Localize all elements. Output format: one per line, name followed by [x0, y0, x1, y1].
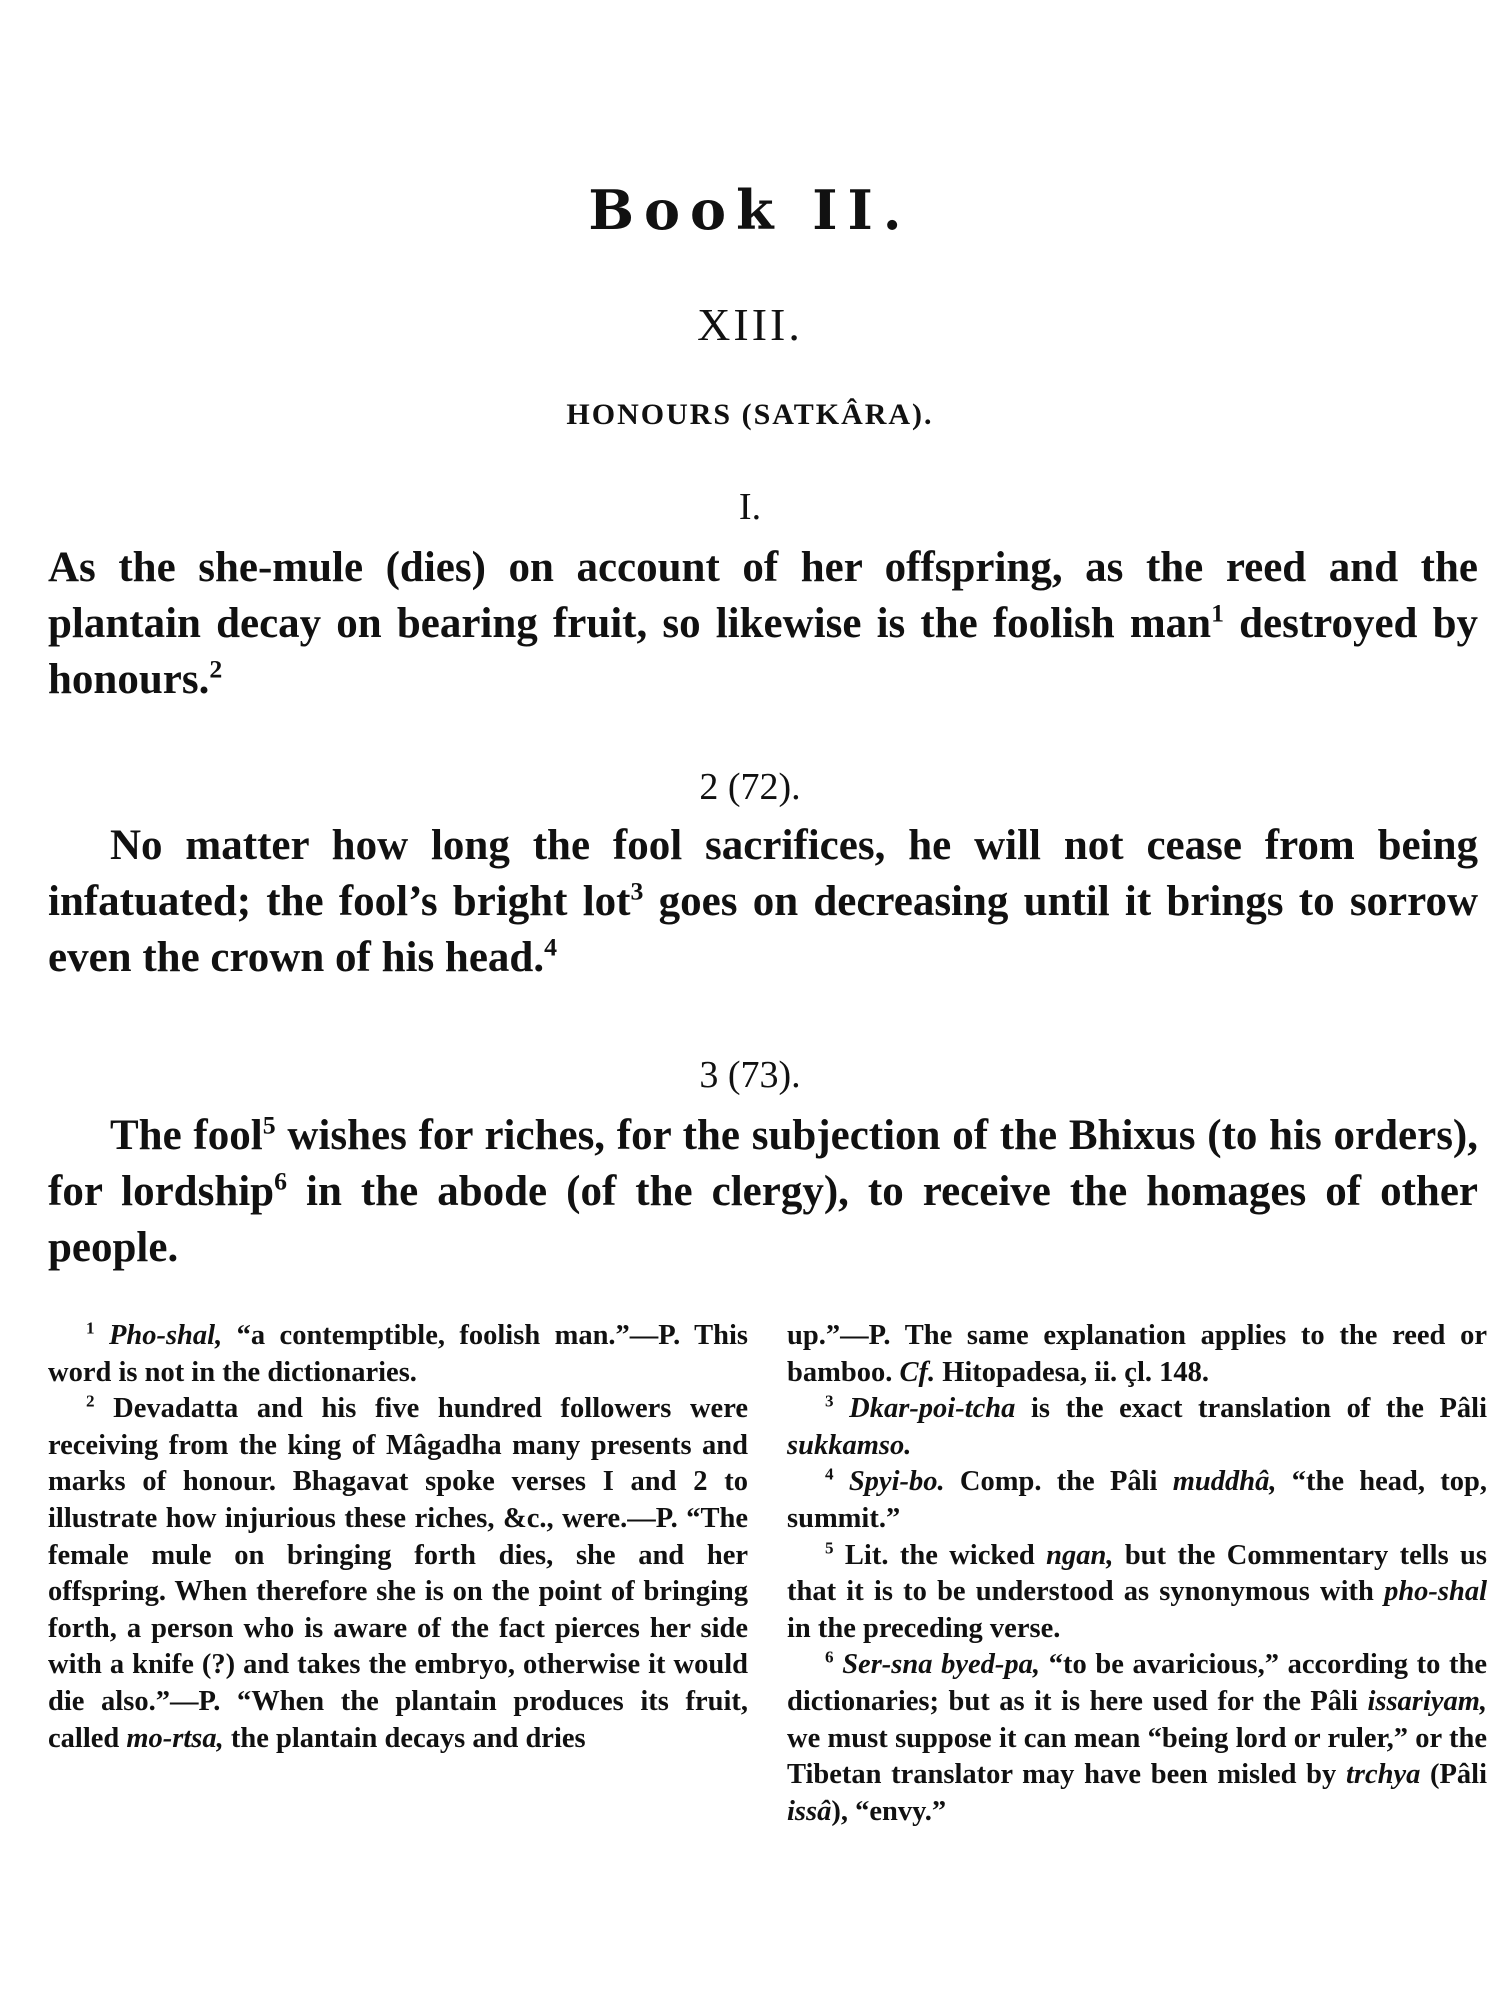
footnote-term: mo-rtsa, [126, 1722, 224, 1754]
footnote-text: Hitopadesa, ii. çl. 148. [935, 1356, 1210, 1388]
footnote-term: Spyi-bo. [848, 1466, 945, 1498]
footnote-text: (Pâli [1420, 1759, 1487, 1791]
footnote-term: issariyam, [1367, 1685, 1488, 1717]
footnote-term: Cf. [899, 1356, 936, 1388]
verse-text-part: wishes for riches, for the subjection of the Bhixus (to his orders), for lordship [48, 1112, 1478, 1215]
footnote-5 [787, 1538, 1487, 1648]
verse-number: I. [738, 486, 762, 528]
footnote-1 [48, 1318, 748, 1391]
footnote-term: trchya [1345, 1759, 1421, 1791]
chapter-title: HONOURS (SATKÂRA). [566, 398, 934, 431]
footnote-ref: 5 [262, 1110, 276, 1140]
footnote-term: ngan, [1046, 1539, 1114, 1571]
footnote-text: Comp. the Pâli [944, 1466, 1158, 1498]
verse-text-part: The fool [110, 1112, 263, 1159]
footnote-text: is the exact translation of the Pâli [1015, 1393, 1488, 1425]
book-heading: Book II. [588, 178, 912, 242]
footnote-text: the plantain decays and dries [223, 1722, 586, 1754]
footnote-term: muddhâ, [1172, 1466, 1277, 1498]
footnote-marker: 4 [825, 1464, 834, 1484]
verse-text-part: goes on decreasing until it brings to sorrow even the crown of his head. [48, 878, 1479, 981]
verse-number: 3 (73). [699, 1054, 801, 1096]
footnote-4 [787, 1464, 1487, 1537]
footnote-term: pho-shal [1384, 1576, 1488, 1608]
footnote-text: in the preceding verse. [787, 1612, 1061, 1644]
footnotes-right-column [787, 1318, 1487, 1830]
verse-text [48, 540, 1478, 708]
footnote-marker: 6 [825, 1647, 834, 1667]
footnote-text: but the Commentary tells us that it is to be understood as synonymous with [787, 1539, 1487, 1608]
footnote-text: ), “envy.” [831, 1795, 947, 1827]
verse-text [48, 818, 1478, 986]
footnote-marker: 2 [86, 1391, 95, 1411]
verse-text-part: As the she-mule (dies) on account of her offspring, as the reed and the plantain decay on bearing fruit, so likewise is the foolish man [48, 544, 1478, 647]
verse-text [48, 1108, 1478, 1276]
footnote-3 [787, 1391, 1487, 1464]
footnote-term: issâ [787, 1795, 832, 1827]
footnote-term: Pho-shal, [108, 1320, 223, 1351]
footnote-term: Ser-sna byed-pa, [842, 1649, 1041, 1681]
chapter-number: XIII. [697, 299, 803, 350]
verse-text-part: in the abode (of the clergy), to receive the homages of other people. [48, 1168, 1478, 1271]
footnote-ref: 1 [1211, 598, 1224, 628]
footnote-2 [48, 1391, 748, 1757]
footnotes-left-column [48, 1318, 748, 1757]
footnote-text: Devadatta and his five hundred followers were receiving from the king of Mâgadha many presents and marks of honour. Bhagavat spoke verses I and 2 to illustrate how injurious these riches, &c., were.—P. “The female mule on bringing forth dies, she and her offspring. When therefore she is on the point of bringing forth, a person who is aware of the fact pierces her side with a knife (?) and takes the embryo, otherwise it would die also.”—P. “When the plantain produces its fruit, called [48, 1393, 748, 1754]
footnote-text: we must suppose it can mean “being lord or ruler,” or the Tibetan translator may have been misled by [787, 1722, 1487, 1791]
footnote-ref: 3 [630, 876, 644, 906]
verse-number: 2 (72). [699, 766, 801, 808]
footnote-text: “the head, top, summit.” [787, 1466, 1488, 1534]
footnote-6 [787, 1647, 1487, 1830]
footnote-text: up.”—P. The same explanation applies to the reed or bamboo. [787, 1320, 1487, 1388]
footnote-2-continued [787, 1318, 1487, 1391]
footnote-marker: 1 [86, 1318, 95, 1338]
footnote-text: “a contemptible, foolish man.”—P. This word is not in the dictionaries. [48, 1320, 748, 1388]
footnote-ref: 2 [209, 654, 223, 684]
footnote-term: Dkar-poi-tcha [849, 1393, 1016, 1425]
footnote-text: Lit. the wicked [833, 1539, 1035, 1571]
footnote-text: “to be avaricious,” according to the dictionaries; but as it is here used for the Pâli [787, 1649, 1487, 1717]
verse-text-part: No matter how long the fool sacrifices, he will not cease from being infatuated; the fool’s bright lot [48, 822, 1478, 925]
verse-text-part: destroyed by honours. [48, 600, 1479, 703]
footnote-ref: 4 [544, 932, 558, 962]
footnote-term: sukkamso. [787, 1429, 912, 1461]
footnote-marker: 5 [825, 1538, 834, 1558]
footnote-marker: 3 [825, 1391, 834, 1411]
footnote-ref: 6 [274, 1166, 288, 1196]
